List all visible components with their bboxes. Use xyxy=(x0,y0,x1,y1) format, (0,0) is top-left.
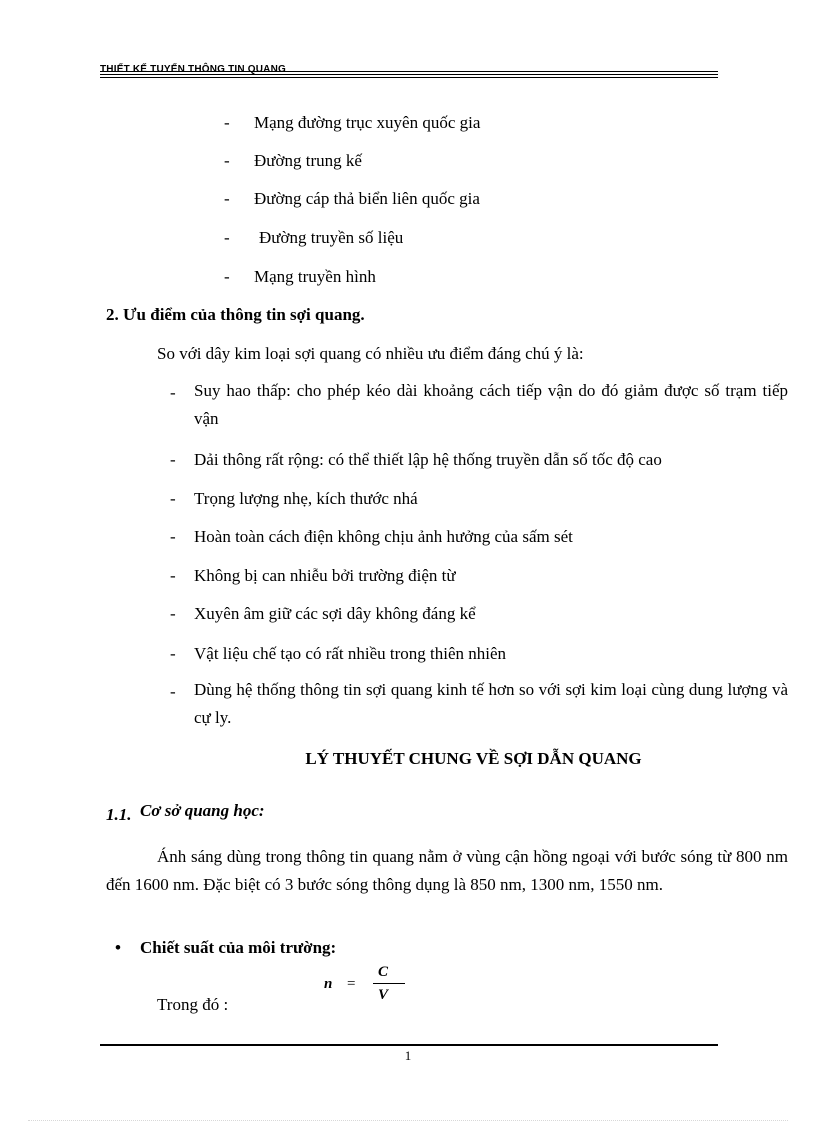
list-dash: - xyxy=(224,113,230,132)
chapter-title: LÝ THUYẾT CHUNG VỀ SỢI DẪN QUANG xyxy=(305,749,642,768)
page-number: 1 xyxy=(404,1048,412,1063)
list-item: Đường trung kế xyxy=(254,151,362,170)
list-item: Dải thông rất rộng: có thể thiết lập hệ thống truyền dẫn số tốc độ cao xyxy=(194,450,662,469)
body-paragraph: Ánh sáng dùng trong thông tin quang nằm ở vùng cận hồng ngoại với bước sóng từ 800 nm đến 1600 nm. Đặc biệt có 3 bước sóng thông dụng là 850 nm, 1300 nm, 1550 nm. xyxy=(106,847,788,894)
page-header xyxy=(100,64,718,80)
header-rule xyxy=(100,77,718,78)
page-edge-dotted-line xyxy=(28,1120,788,1121)
list-item: Không bị can nhiễu bởi trường điện từ xyxy=(194,566,456,585)
list-dash: - xyxy=(170,450,176,469)
list-dash: - xyxy=(170,682,176,701)
subsection-number: 1.1. xyxy=(106,805,132,824)
header-rule xyxy=(100,71,718,72)
section-intro: So với dây kim loại sợi quang có nhiều ưu điểm đáng chú ý là: xyxy=(157,344,584,363)
list-dash: - xyxy=(224,189,230,208)
formula-lhs: n xyxy=(324,976,333,992)
list-item: Suy hao thấp: cho phép kéo dài khoảng cách tiếp vận do đó giảm được số trạm tiếp vận xyxy=(194,381,788,428)
where-label: Trong đó : xyxy=(157,995,229,1014)
list-item: Xuyên âm giữ các sợi dây không đáng kể xyxy=(194,604,476,623)
formula-denominator: V xyxy=(378,987,389,1003)
list-item: Trọng lượng nhẹ, kích thước nhá xyxy=(194,489,418,508)
list-dash: - xyxy=(170,383,176,402)
list-item: Vật liệu chế tạo có rất nhiều trong thiên nhiên xyxy=(194,644,507,663)
bullet-text: Chiết suất của môi trường: xyxy=(140,938,337,957)
header-title: THIẾT KẾ TUYẾN THÔNG TIN QUANG xyxy=(100,64,286,75)
bullet-symbol: • xyxy=(115,938,121,957)
list-item: Đường truyền số liệu xyxy=(259,228,404,247)
list-dash: - xyxy=(224,228,230,247)
list-dash: - xyxy=(224,267,230,286)
list-dash: - xyxy=(170,489,176,508)
list-dash: - xyxy=(170,527,176,546)
list-item: Dùng hệ thống thông tin sợi quang kinh tế hơn so với sợi kim loại cùng dung lượng và cự ly. xyxy=(194,680,788,727)
list-dash: - xyxy=(170,604,176,623)
formula-equals: = xyxy=(347,976,356,992)
list-dash: - xyxy=(224,151,230,170)
list-item: Mạng đường trục xuyên quốc gia xyxy=(254,113,481,132)
list-dash: - xyxy=(170,566,176,585)
list-item: Mạng truyền hình xyxy=(254,267,376,286)
formula-numerator: C xyxy=(378,964,389,980)
section-heading: 2. Ưu điểm của thông tin sợi quang. xyxy=(106,305,365,324)
footer-rule xyxy=(100,1044,718,1046)
fraction-bar xyxy=(373,983,405,984)
header-rule xyxy=(100,74,718,75)
subsection-title: Cơ sở quang học: xyxy=(140,801,265,820)
list-item: Hoàn toàn cách điện không chịu ảnh hưởng của sấm sét xyxy=(194,527,573,546)
list-dash: - xyxy=(170,644,176,663)
list-item: Đường cáp thả biển liên quốc gia xyxy=(254,189,480,208)
